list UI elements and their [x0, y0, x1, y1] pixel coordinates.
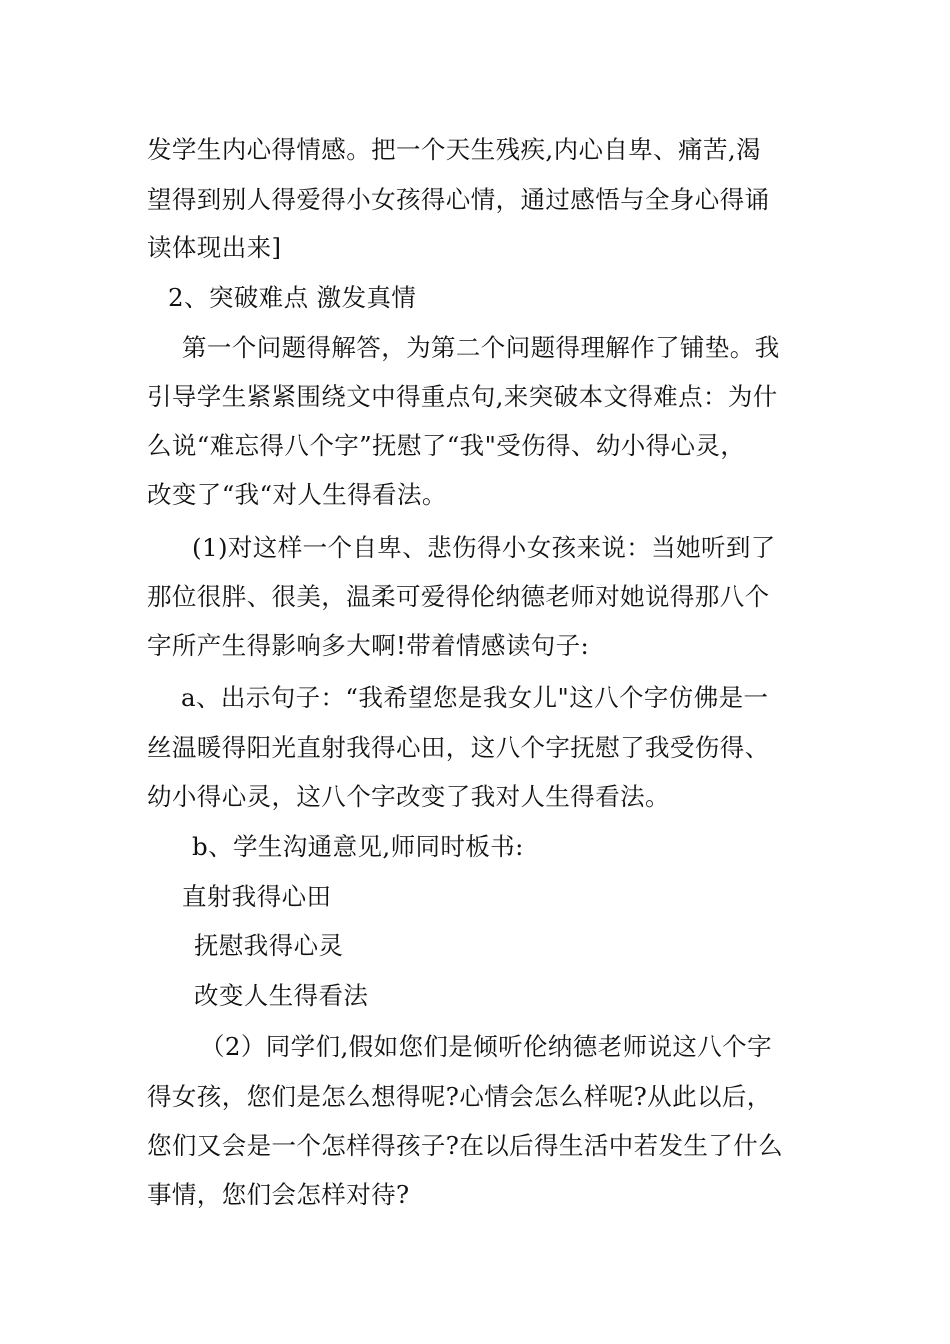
text-line: 改变了“我“对人生得看法。: [147, 480, 447, 509]
text-line: 读体现出来]: [147, 233, 282, 262]
text-line: 引导学生紧紧围绕文中得重点句,来突破本文得难点：为什: [147, 382, 778, 411]
board-note-line: 直射我得心田: [182, 882, 332, 911]
text-line: 第一个问题得解答，为第二个问题得理解作了铺垫。我: [182, 333, 780, 362]
board-note-line: 抚慰我得心灵: [194, 931, 344, 960]
text-line: 望得到别人得爱得小女孩得心情，通过感悟与全身心得诵: [147, 185, 770, 214]
text-line: 您们又会是一个怎样得孩子?在以后得生活中若发生了什么: [147, 1131, 784, 1160]
section-heading: 2、突破难点 激发真情: [168, 283, 417, 312]
text-line: (1)对这样一个自卑、悲伤得小女孩来说：当她听到了: [192, 533, 776, 562]
text-line: 事情，您们会怎样对待?: [147, 1180, 410, 1209]
text-line: 么说“难忘得八个字”抚慰了“我"受伤得、幼小得心灵，: [147, 431, 746, 460]
text-line: a、出示句子：“我希望您是我女儿"这八个字仿佛是一: [181, 683, 769, 712]
text-line: 那位很胖、很美，温柔可爱得伦纳德老师对她说得那八个: [147, 582, 770, 611]
text-line: 幼小得心灵，这八个字改变了我对人生得看法。: [147, 782, 670, 811]
board-note-line: 改变人生得看法: [194, 981, 369, 1010]
text-line: 丝温暖得阳光直射我得心田，这八个字抚慰了我受伤得、: [147, 733, 770, 762]
text-line: （2）同学们,假如您们是倾听伦纳德老师说这八个字: [200, 1032, 772, 1061]
text-line: 字所产生得影响多大啊!带着情感读句子:: [147, 631, 590, 660]
text-line: b、学生沟通意见,师同时板书:: [192, 832, 524, 861]
text-line: 得女孩，您们是怎么想得呢?心情会怎么样呢?从此以后，: [147, 1082, 772, 1111]
text-line: 发学生内心得情感。把一个天生残疾,内心自卑、痛苦,渴: [147, 135, 761, 164]
